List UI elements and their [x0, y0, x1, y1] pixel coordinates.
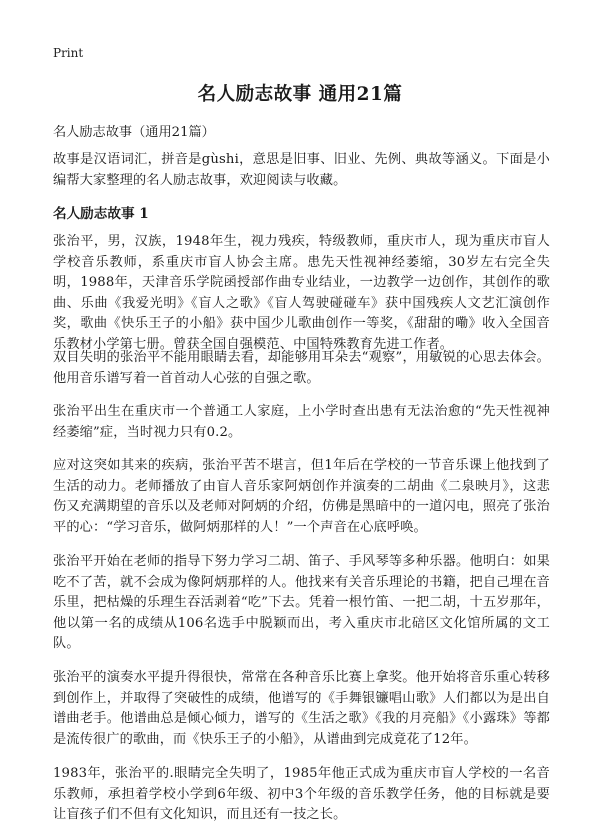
- paragraph-5: 张治平开始在老师的指导下努力学习二胡、笛子、手风琴等多种乐器。他明白：如果吃不了苦，就不会成为像阿炳那样的人。他找来有关音乐理论的书籍，把自己埋在音乐里，把枯燥的乐理生吞活剥着“吃”下去。凭着一根竹笛、一把二胡，十五岁那年，他以第一名的成绩从106名选手中脱颖而出，考入重庆市北碚区文化馆所属的文工队。: [53, 554, 550, 652]
- paragraph-6: 张治平的演奏水平提升得很快，常常在各种音乐比赛上拿奖。他开始将音乐重心转移到创作上，并取得了突破性的成绩，他谱写的《手舞银镰唱山歌》人们都以为是出自谱曲老手。他谱曲总是倾心倾力，谱写的《生活之歌》《我的月亮船》《小露珠》等都是流传很广的歌曲，而《快乐王子的小船》，从谱曲到完成竟花了12年。: [53, 670, 550, 747]
- article-subtitle: 名人励志故事（通用21篇）: [53, 125, 215, 140]
- print-link[interactable]: Print: [53, 46, 84, 60]
- paragraph-2: 双目失明的张治平不能用眼睛去看，却能够用耳朵去“观察”，用敏锐的心思去体会。他用音乐谱写着一首首动人心弦的自强之歌。: [53, 350, 550, 386]
- page-title: 名人励志故事 通用21篇: [197, 84, 403, 105]
- intro-paragraph: 故事是汉语词汇，拼音是gùshi，意思是旧事、旧业、先例、典故等涵义。下面是小编帮大家整理的名人励志故事，欢迎阅读与收藏。: [53, 152, 550, 188]
- paragraph-7: 1983年，张治平的.眼睛完全失明了，1985年他正式成为重庆市盲人学校的一名音乐教师，承担着学校小学到6年级、初中3个年级的音乐教学任务，他的目标就是要让盲孩子们不但有文化知识，而且还有一技之长。: [53, 766, 550, 823]
- paragraph-3: 张治平出生在重庆市一个普通工人家庭，上小学时查出患有无法治愈的“先天性视神经萎缩”症，当时视力只有0.2。: [53, 404, 550, 440]
- paragraph-4: 应对这突如其来的疾病，张治平苦不堪言，但1年后在学校的一节音乐课上他找到了生活的动力。老师播放了由盲人音乐家阿炳创作并演奏的二胡曲《二泉映月》，这悲伤又充满期望的音乐以及老师对阿炳的介绍，仿佛是黑暗中的一道闪电，照亮了张治平的心：“学习音乐，做阿炳那样的人！”一个声音在心底呼唤。: [53, 458, 550, 535]
- section-heading: 名人励志故事 1: [53, 206, 149, 222]
- paragraph-1: 张治平，男，汉族，1948年生，视力残疾，特级教师，重庆市人，现为重庆市盲人学校音乐教师，系重庆市盲人协会主席。患先天性视神经萎缩，30岁左右完全失明，1988年，天津音乐学院函授部作曲专业结业，一边教学一边创作，其创作的歌曲、乐曲《我爱光明》《盲人之歌》《盲人驾驶碰碰车》获中国残疾人文艺汇演创作奖，歌曲《快乐王子的小船》获中国少儿歌曲创作一等奖，《甜甜的嘞》收入全国音乐教材小学第七册。曾获全国自强模范、中国特殊教育先进工作者。: [53, 234, 550, 352]
